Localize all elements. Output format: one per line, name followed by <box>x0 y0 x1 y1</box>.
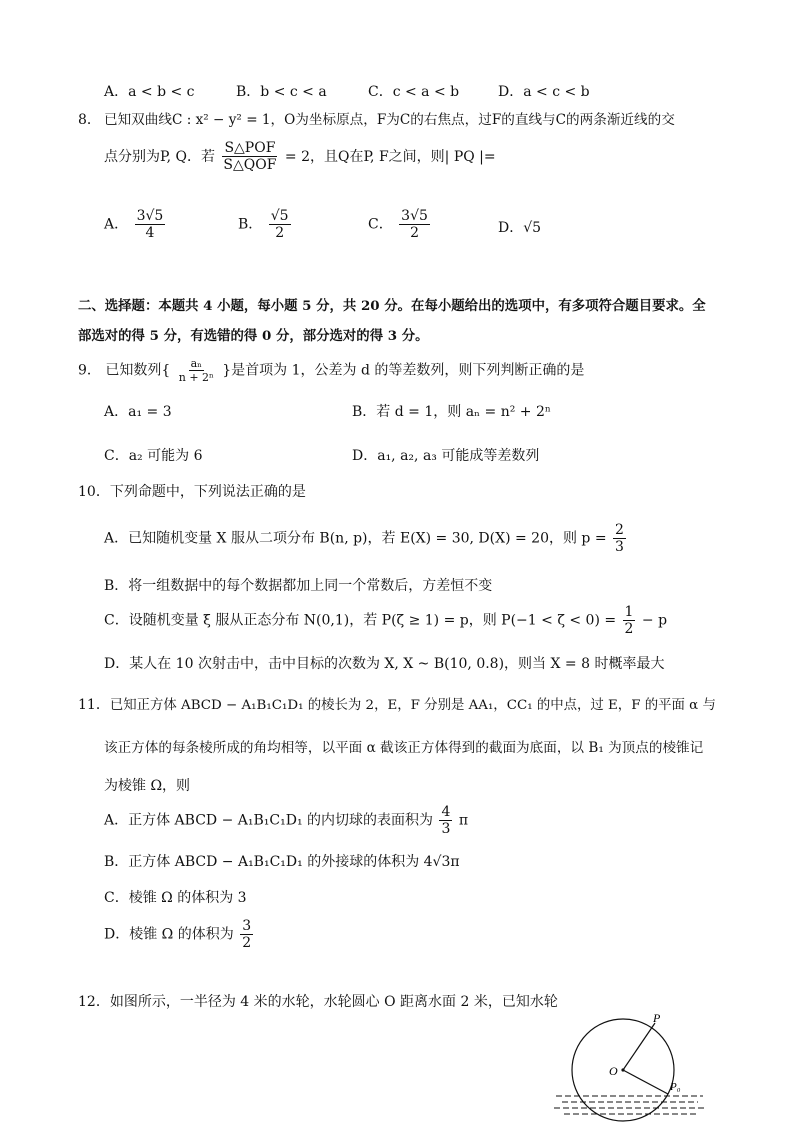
q9-option-a: A．a₁ = 3 <box>104 404 172 420</box>
q10-c-text: C．设随机变量 ξ 服从正态分布 N(0,1)，若 P(ζ ≥ 1) = p，则 P(−1 < ζ < 0) = <box>104 612 617 629</box>
q8-number: 8． <box>78 112 101 128</box>
q9-option-d: D．a₁, a₂, a₃ 可能成等差数列 <box>352 448 540 464</box>
q8-a-num: 3√5 <box>136 208 164 224</box>
q9-option-b: B．若 d = 1，则 aₙ = n² + 2ⁿ <box>352 404 551 420</box>
q8-c-label: C． <box>368 216 393 233</box>
q8-ratio-denominator: S△QOF <box>223 157 277 173</box>
q8-d-value: √5 <box>523 220 542 236</box>
q10-c-den: 2 <box>624 621 634 637</box>
q11-a-text: A．正方体 ABCD − A₁B₁C₁D₁ 的内切球的表面积为 <box>104 812 434 829</box>
section2-heading-line1: 二、选择题：本题共 4 小题，每小题 5 分，共 20 分。在每小题给出的选项中，有多项符合题目要求。全 <box>78 298 706 314</box>
q8-c-den: 2 <box>410 225 419 241</box>
q8-stem-line2 <box>104 140 496 173</box>
q10-a-num: 2 <box>615 522 624 538</box>
q9-stem <box>78 357 584 384</box>
q9-number: 9． <box>78 362 101 379</box>
label-o: O <box>609 1064 618 1078</box>
q8-d-label: D． <box>498 220 524 236</box>
radius-op0 <box>623 1070 668 1094</box>
q8-line2-post: = 2，且Q在P, F之间，则| PQ |= <box>284 148 496 165</box>
q10-a-text: A．已知随机变量 X 服从二项分布 B(n, p)，若 E(X) = 30, D(X) = 20，则 p = <box>104 530 607 547</box>
q12-number: 12． <box>78 994 110 1010</box>
q10-number: 10． <box>78 484 110 500</box>
q11-number: 11． <box>78 697 110 713</box>
q9-option-c: C．a₂ 可能为 6 <box>104 448 203 464</box>
section2-heading-line2: 部选对的得 5 分，有选错的得 0 分，部分选对的得 3 分。 <box>78 328 429 344</box>
q7-option-b: B．b < c < a <box>236 84 327 100</box>
q8-area-ratio <box>221 140 278 173</box>
q9-frac-den: n + 2ⁿ <box>178 371 214 384</box>
center-point <box>621 1068 624 1071</box>
q8-option-d <box>498 218 541 238</box>
water-wheel-figure <box>548 1010 728 1123</box>
q9-pre: 已知数列{ <box>105 362 171 379</box>
q8-option-a <box>104 208 167 241</box>
radius-op <box>623 1023 655 1070</box>
q8-b-label: B． <box>238 216 263 233</box>
q11-option-b: B．正方体 ABCD − A₁B₁C₁D₁ 的外接球的体积为 4√3π <box>104 854 460 870</box>
q8-line2-pre: 点分别为P, Q．若 <box>104 148 215 165</box>
q8-stem-line1: 已知双曲线C : x² − y² = 1，O为坐标原点，F为C的右焦点，过F的直线与C的两条渐近线的交 <box>104 112 675 128</box>
label-p0: P₀ <box>670 1081 681 1093</box>
q11-stem-line1 <box>78 695 716 716</box>
q8-ratio-numerator: S△POF <box>224 140 276 156</box>
q11-option-c: C．棱锥 Ω 的体积为 3 <box>104 890 247 906</box>
q7-option-c: C．c < a < b <box>368 84 460 100</box>
q11-d-den: 2 <box>242 935 252 951</box>
q8-a-den: 4 <box>145 225 155 241</box>
q11-option-d <box>104 918 255 951</box>
q11-line1-text: 已知正方体 ABCD − A₁B₁C₁D₁ 的棱长为 2，E，F 分别是 AA₁，CC₁ 的中点，过 E，F 的平面 α 与 <box>109 698 716 713</box>
q11-d-num: 3 <box>242 918 252 934</box>
q10-stem-text: 下列命题中，下列说法正确的是 <box>109 484 306 500</box>
q10-option-d: D．某人在 10 次射击中，击中目标的次数为 X, X ~ B(10, 0.8)，则当 X = 8 时概率最大 <box>104 656 665 672</box>
q10-option-b: B．将一组数据中的每个数据都加上同一个常数后，方差恒不变 <box>104 578 493 594</box>
q10-option-c <box>104 604 667 637</box>
q8-c-num: 3√5 <box>401 208 428 224</box>
q11-stem-line2: 该正方体的每条棱所成的角均相等，以平面 α 截该正方体得到的截面为底面，以 B₁ 为顶点的棱锥记 <box>104 740 704 756</box>
q7-option-d: D．a < c < b <box>498 84 590 100</box>
q11-option-a <box>104 804 468 837</box>
q9-post: }是首项为 1，公差为 d 的等差数列，则下列判断正确的是 <box>222 362 585 379</box>
q8-option-b <box>238 208 293 241</box>
water-surface <box>554 1096 706 1114</box>
q11-a-post: π <box>458 812 469 829</box>
q8-b-num: √5 <box>270 208 289 224</box>
q12-stem <box>78 992 558 1012</box>
q10-c-num: 1 <box>624 604 634 620</box>
q8-b-den: 2 <box>275 225 285 241</box>
q10-option-a <box>104 522 628 555</box>
q12-text: 如图所示，一半径为 4 米的水轮，水轮圆心 O 距离水面 2 米，已知水轮 <box>109 994 558 1010</box>
q10-stem <box>78 482 306 502</box>
q11-a-num: 4 <box>441 804 451 820</box>
q11-stem-line3: 为棱锥 Ω，则 <box>104 778 191 794</box>
q9-frac-num: aₙ <box>190 357 202 370</box>
q10-c-post: − p <box>641 612 668 629</box>
q8-a-label: A． <box>104 216 129 233</box>
q7-option-a: A．a < b < c <box>104 84 195 100</box>
q8-option-c <box>368 208 432 241</box>
q11-a-den: 3 <box>441 821 451 837</box>
q10-a-den: 3 <box>615 539 624 555</box>
label-p: P <box>653 1011 661 1025</box>
q11-d-text: D．棱锥 Ω 的体积为 <box>104 926 234 943</box>
